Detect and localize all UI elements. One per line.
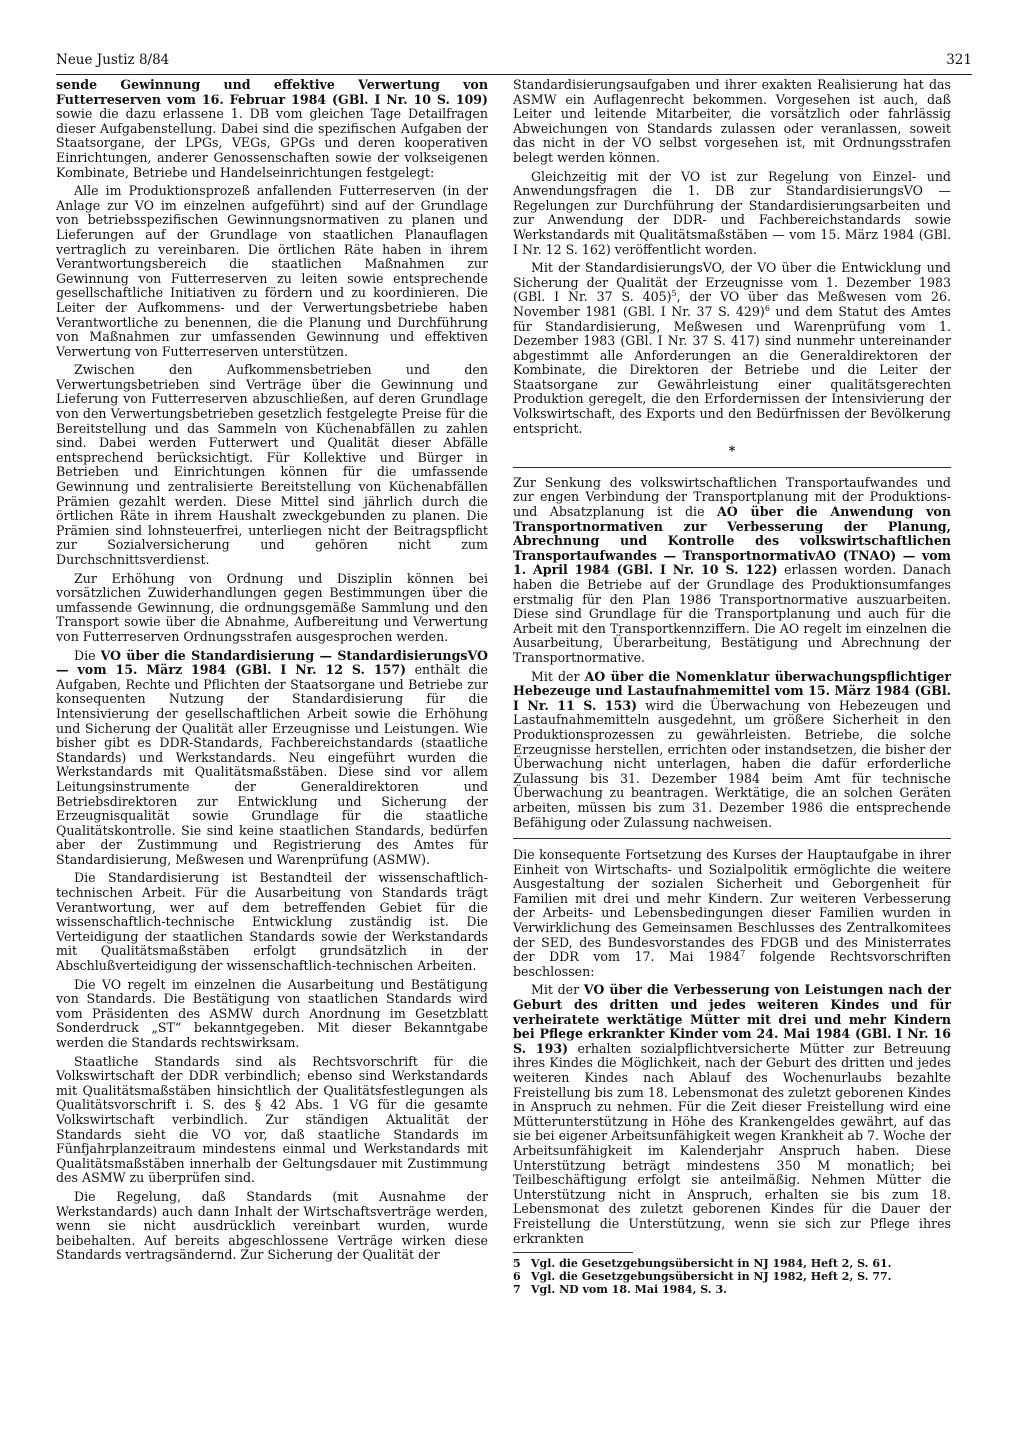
bold-reference: VO über die Standardisierung — StandardisierungsVO — vom 15. März 1984 (GBl. I Nr. 12 S. 157) [56, 647, 488, 678]
right-column [513, 78, 951, 1296]
left-column [56, 78, 488, 1267]
paragraph-text: enthält die Aufgaben, Rechte und Pflichten der Staatsorgane und Betriebe zur konsequenten Nutzung der Standardisierung für die Intensivierung der gesellschaftlichen Arbeit sowie die Erhöhung und Sicherung der Qualität aller Erzeugnisse und Leistungen. Wie bisher gibt es DDR-Standards, Fachbereichstandards (staatliche Standards) und Werkstandards. Neu eingeführt wurden die Werkstandards mit Qualitätsmaßstäben. Diese sind vor allem Leitungsinstrumente der Generaldirektoren und Betriebsdirektoren zur Entwicklung und Sicherung der Erzeugnisqualität sowie Grundlage für die staatliche Qualitätskontrolle. Sie sind keine staatlichen Standards, bedürfen aber der Zustimmung und Registrierung des Amtes für Standardisierung, Meßwesen und Warenprüfung (ASMW). [56, 662, 488, 867]
section-separator-star: * [728, 443, 736, 459]
paragraph [513, 670, 951, 831]
footnote-ref: 5 [671, 289, 677, 299]
paragraph-text: Die [74, 647, 101, 663]
paragraph-text: Mit der [531, 982, 584, 998]
paragraph: Alle im Produktionsprozeß anfallenden Futterreserven (in der Anlage zur VO im einzelnen aufgeführt) sind auf der Grundlage von betriebsspezifischen Gewinnungsnormativen zu planen und Lieferungen auf der Grundlage von staatlichen Planauflagen vertraglich zu vereinbaren. Die örtlichen Räte haben in ihrem Verantwortungsbereich die staatlichen Maßnahmen zur Gewinnung von Futterreserven zu leiten sowie entsprechende gesellschaftliche Initiativen zu fördern und zu koordinieren. Die Leiter der Aufkommens- und der Verwertungsbetriebe haben Verantwortliche zu benennen, die die Planung und Durchführung von Maßnahmen zur umfassenden Gewinnung und effektiven Verwertung von Futterreserven unterstützen. [56, 183, 488, 359]
paragraph [513, 848, 951, 979]
paragraph [56, 78, 488, 180]
bold-reference: AO über die Nomenklatur überwachungspflichtiger Hebezeuge und Lastaufnahmemittel vom 15. März 1984 (GBl. I Nr. 11 S. 153) [513, 668, 951, 713]
bold-reference: AO über die Anwendung von Transportnormativen zur Verbesserung der Planung, Abrechnung und Kontrolle des volkswirtschaftlichen Transportaufwandes — TransportnormativAO (TNAO) — vom 1. April 1984 (GBl. I Nr. 10 S. 122) [513, 504, 951, 578]
paragraph-text: und dem Statut des Amtes für Standardisierung, Meßwesen und Warenprüfung vom 1. Dezember 1983 (GBl. I Nr. 37 S. 417) sind nunmehr untereinander abgestimmt alle Anforderungen an die Generaldirektoren der Kombinate, die Direktoren der Betriebe und die Leiter der Staatsorgane zur Gewährleistung einer qualitätsgerechten Produktion geregelt, die den Erfordernissen der Intensivierung der Volkswirtschaft, des Exports und den Bedürfnissen der Bevölkerung entspricht. [513, 303, 951, 436]
paragraph [513, 476, 951, 666]
journal-title: Neue Justiz 8/84 [56, 52, 170, 68]
footnote-text: Vgl. ND vom 18. Mai 1984, S. 3. [531, 1283, 727, 1297]
footnote-ref: 7 [740, 949, 746, 959]
footnote-text: Vgl. die Gesetzgebungsübersicht in NJ 1982, Heft 2, S. 77. [531, 1270, 892, 1284]
footnote [513, 1283, 951, 1296]
footnote-divider [513, 1252, 633, 1253]
page-header [56, 52, 972, 76]
paragraph [56, 649, 488, 868]
paragraph-text: wird die Überwachung von Hebezeugen und Lastaufnahmemitteln ausgedehnt, um größere Sicherheit in den Produktionsprozessen zu gewährleisten. Betriebe, die solche Erzeugnisse herstellen, errichten oder instandsetzen, die bisher der Überwachung nicht unterlagen, haben die dafür erforderliche Zulassung bis 31. Dezember 1984 beim Amt für technische Überwachung zu beantragen. Werktätige, die an solchen Geräten arbeiten, müssen bis zum 31. Dezember 1986 die entsprechende Befähigung oder Zulassung nachweisen. [513, 697, 952, 830]
paragraph [513, 983, 951, 1246]
paragraph-text: Zur Senkung des volkswirtschaftlichen Transportaufwandes und zur engen Verbindung der Transportplanung mit der Produktions- und Absatzplanung ist die [513, 474, 951, 520]
paragraph: Die Regelung, daß Standards (mit Ausnahme der Werkstandards) auch dann Inhalt der Wirtschaftsverträge werden, wenn sie nicht ausdrücklich vereinbart wurden, wurde beibehalten. Auf bereits abgeschlossene Verträge wirken diese Standards vertragsändernd. Zur Sicherung der Qualität der [56, 1188, 488, 1263]
header-divider [56, 74, 972, 75]
paragraph-text: folgende Rechtsvorschriften beschlossen: [513, 949, 951, 979]
paragraph-text: , der VO über das Meßwesen vom 26. November 1981 (GBl. I Nr. 37 S. 429) [513, 289, 951, 319]
paragraph: Staatliche Standards sind als Rechtsvorschrift für die Volkswirtschaft der DDR verbindlich; ebenso sind Werkstandards mit Qualitätsmaßstäben hinsichtlich der Qualitätsfestlegungen als Qualitätsvorschrift i. S. des § 42 Abs. 1 VG für die gesamte Volkswirtschaft verbindlich. Zur ständigen Aktualität der Standards sieht die VO vor, daß staatliche Standards im Fünfjahrplanzeitraum mindestens einmal und Werkstandards mit Qualitätsmaßstäben innerhalb der Geltungsdauer mit Zustimmung des ASMW zu überprüfen sind. [56, 1053, 488, 1186]
paragraph-text: sowie die dazu erlassene 1. DB vom gleichen Tage Detailfragen dieser Aufgabenstellung. Dabei sind die spezifischen Aufgaben der Staatsorgane, der LPGs, VEGs, GPGs und deren kooperativen Einrichtungen, anderer Genossenschaften sowie der volkseigenen Kombinate, Betriebe und Handelseinrichtungen festgelegt: [56, 106, 488, 180]
bold-reference: sende Gewinnung und effektive Verwertung von Futterreserven vom 16. Februar 1984 (GBl. I Nr. 10 S. 109) [56, 77, 488, 107]
footnote-ref: 6 [764, 303, 770, 313]
bold-reference: VO über die Verbesserung von Leistungen nach der Geburt des dritten und jedes weiteren Kindes und für verheiratete werktätige Mütter mit drei und mehr Kindern bei Pflege erkrankter Kinder vom 24. Mai 1984 (GBl. I Nr. 16 S. 193) [513, 982, 951, 1056]
paragraph [513, 261, 951, 436]
paragraph: Zwischen den Aufkommensbetrieben und den Verwertungsbetrieben sind Verträge über die Gewinnung und Lieferung von Futterreserven abzuschließen, auf deren Grundlage von den Verwertungsbetrieben gesetzlich festgelegte Preise für die Bereitstellung und das Sammeln von Küchenabfällen zu zahlen sind. Dabei werden Futterwert und Qualität dieser Abfälle entsprechend berücksichtigt. Für Kollektive und Bürger in Betrieben und Einrichtungen können für die umfassende Gewinnung und zentralisierte Bereitstellung von Küchenabfällen Prämien gezahlt werden. Diese Mittel sind jährlich durch die örtlichen Räte in ihrem Haushalt zweckgebunden zu planen. Die Prämien sind lohnsteuerfrei, unterliegen nicht der Beitragspflicht zur Sozialversicherung und gehören nicht zum Durchschnittsverdienst. [56, 362, 488, 567]
paragraph: Standardisierungsaufgaben und ihrer exakten Realisierung hat das ASMW ein Auflagenrecht bekommen. Vorgesehen ist auch, daß Leiter und leitende Mitarbeiter, die vorsätzlich oder fahrlässig Abweichungen von Standards zulassen oder veranlassen, soweit das nicht in der VO selbst vorgesehen ist, mit Ordnungsstrafen belegt werden können. [513, 77, 951, 165]
footnote-number: 7 [513, 1283, 521, 1297]
footnote [513, 1257, 951, 1270]
footnote-number: 5 [513, 1257, 521, 1271]
paragraph-text: erlassen worden. Danach haben die Betriebe auf der Grundlage des Produktionsumfanges erstmalig für den Plan 1986 Transportnormative auszuarbeiten. Diese sind Grundlage für die Transportplanung und auch für die Arbeit mit den Transportkennziffern. Die AO regelt im einzelnen die Ausarbeitung, Überarbeitung, Bestätigung und Abrechnung der Transportnormative. [513, 562, 951, 665]
paragraph-text: Mit der StandardisierungsVO, der VO über die Entwicklung und Sicherung der Qualität der Erzeugnisse vom 1. Dezember 1983 (GBl. I Nr. 37 S. 405) [513, 260, 951, 305]
paragraph: Zur Erhöhung von Ordnung und Disziplin können bei vorsätzlichen Zuwiderhandlungen gegen Bestimmungen über die umfassende Gewinnung, die ordnungsgemäße Sammlung und den Transport sowie über die Abnahme, Aufbereitung und Verwertung von Futterreserven Ordnungsstrafen ausgesprochen werden. [56, 570, 488, 644]
footnote-text: Vgl. die Gesetzgebungsübersicht in NJ 1984, Heft 2, S. 61. [531, 1257, 892, 1271]
paragraph-text: Die konsequente Fortsetzung des Kurses der Hauptaufgabe in ihrer Einheit von Wirtschafts- und Sozialpolitik ermöglichte die weitere Ausgestaltung der sozialen Sicherheit und Geborgenheit für Familien mit drei und mehr Kindern. Zur weiteren Verbesserung der Arbeits- und Lebensbedingungen dieser Familien wurden in Verwirklichung des Gemeinsamen Beschlusses des Zentralkomitees der SED, des Bundesvorstandes des FDGB und des Ministerrates der DDR vom 17. Mai 1984 [513, 847, 951, 965]
paragraph: Gleichzeitig mit der VO ist zur Regelung von Einzel- und Anwendungsfragen die 1. DB zur StandardisierungsVO — Regelungen zur Durchführung der Standardisierungsarbeiten und zur Anwendung der DDR- und Fachbereichstandards sowie Werkstandards mit Qualitätsmaßstäben — vom 15. März 1984 (GBl. I Nr. 12 S. 162) veröffentlicht worden. [513, 168, 951, 257]
paragraph: Die Standardisierung ist Bestandteil der wissenschaftlich-technischen Arbeit. Für die Ausarbeitung von Standards trägt Verantwortung, wer auf dem betreffenden Gebiet für die wissenschaftlich-technische Entwicklung zuständig ist. Die Verteidigung der staatlichen Standards sowie der Werkstandards mit Qualitätsmaßstäben erfolgt grundsätzlich in der Abschlußverteidigung der wissenschaftlich-technischen Arbeiten. [56, 870, 488, 974]
paragraph-text: Mit der [531, 668, 585, 684]
page-number: 321 [946, 52, 972, 68]
footnote-number: 6 [513, 1270, 521, 1284]
section-divider [513, 838, 951, 839]
paragraph-text: erhalten sozialpflichtversicherte Mütter zur Betreuung ihres Kindes die Möglichkeit, nach der Geburt des dritten und jedes weiteren Kindes nach Ablauf des Wochenurlaubs bezahlte Freistellung bis zum 18. Lebensmonat des zuletzt geborenen Kindes in Anspruch zu nehmen. Für die Zeit dieser Freistellung wird eine Mütterunterstützung in Höhe des Krankengeldes gewährt, auf das sie bei eigener Arbeitsunfähigkeit wegen Krankheit ab 7. Woche der Arbeitsunfähigkeit im Kalenderjahr Anspruch haben. Diese Unterstützung beträgt mindestens 350 M monatlich; bei Teilbeschäftigung erfolgt sie anteilmäßig. Nehmen Mütter die Unterstützung nicht in Anspruch, erhalten sie bis zum 18. Lebensmonat des zuletzt geborenen Kindes für die Dauer der Freistellung die Unterstützung, wenn sie sich zur Pflege ihres erkrankten [513, 1040, 951, 1246]
section-divider [513, 467, 951, 468]
paragraph: Die VO regelt im einzelnen die Ausarbeitung und Bestätigung von Standards. Die Bestätigung von staatlichen Standards wird vom Präsidenten des ASMW durch Anordnung im Gesetzblatt Sonderdruck „ST“ bekanntgegeben. Mit dieser Bekanntgabe werden die Standards rechtswirksam. [56, 976, 488, 1050]
footnote [513, 1270, 951, 1283]
